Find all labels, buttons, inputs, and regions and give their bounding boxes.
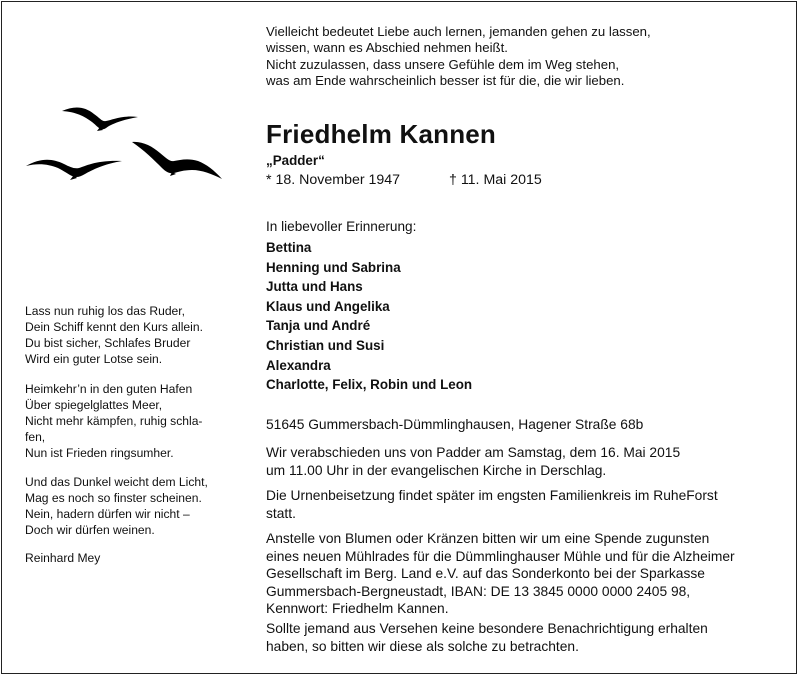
life-dates [266,172,542,188]
birth-date: * 18. November 1947 [266,172,401,188]
poem-line: Du bist sicher, Schlafes Bruder [25,336,191,351]
death-date: † 11. Mai 2015 [449,172,542,188]
quote-line: wissen, wann es Abschied nehmen heißt. [266,40,508,56]
funeral-info [266,444,796,479]
mourner-name: Charlotte, Felix, Robin und Leon [266,377,473,393]
memory-heading: In liebevoller Erinnerung: [266,219,417,234]
mourner-name: Alexandra [266,357,331,373]
poem-stanza [25,474,235,538]
donation-info [266,530,796,618]
mourner-name: Bettina [266,240,312,255]
poem-line: Nicht mehr kämpfen, ruhig schla- [25,414,203,429]
poem-line: Heimkehr’n in den guten Hafen [25,382,193,396]
text-line: Gesellschaft im Berg. Land e.V. auf das Sonderkonto bei der Sparkasse [266,566,705,582]
seagulls-icon [22,100,232,190]
mourner-name: Henning und Sabrina [266,259,401,275]
poem-line: Nein, hadern dürfen wir nicht – [25,507,190,522]
opening-quote [266,24,786,89]
text-line: Gummersbach-Bergneustadt, IBAN: DE 13 3845 0000 0000 2405 98, [266,583,691,599]
deceased-name: Friedhelm Kannen [266,119,497,149]
mourner-name: Jutta und Hans [266,279,363,295]
notification-note [266,620,796,655]
poem-author: Reinhard Mey [25,551,101,565]
text-line: haben, so bitten wir diese als solche zu betrachten. [266,638,579,654]
text-line: um 11.00 Uhr in der evangelischen Kirche in Derschlag. [266,462,607,478]
text-line: Wir verabschieden uns von Padder am Samstag, dem 16. Mai 2015 [266,445,681,460]
quote-line: Nicht zuzulassen, dass unsere Gefühle dem im Weg stehen, [266,56,620,72]
poem-stanza [25,381,235,461]
text-line: Anstelle von Blumen oder Kränzen bitten wir um eine Spende zugunsten [266,531,710,546]
poem-line: Lass nun ruhig los das Ruder, [25,304,186,318]
text-line: statt. [266,505,296,521]
family-address: 51645 Gummersbach-Dümmlinghausen, Hagener Straße 68b [266,417,644,432]
poem-stanza [25,303,235,367]
mourners-list [266,238,472,395]
mourner-name: Tanja und André [266,318,371,334]
poem-line: Und das Dunkel weicht dem Licht, [25,475,208,489]
poem-line: Mag es noch so finster scheinen. [25,491,202,506]
mourner-name: Christian und Susi [266,337,385,353]
poem-line: fen, [25,430,46,445]
poem-line: Dein Schiff kennt den Kurs allein. [25,320,203,335]
text-line: Die Urnenbeisetzung findet später im engsten Familienkreis im RuheForst [266,488,718,503]
poem-line: Doch wir dürfen weinen. [25,523,155,538]
text-line: eines neuen Mühlrades für die Dümmlinghauser Mühle und für die Alzheimer [266,548,735,564]
quote-line: Vielleicht bedeutet Liebe auch lernen, jemanden gehen zu lassen, [266,24,651,39]
text-line: Kennwort: Friedhelm Kannen. [266,601,449,617]
poem-line: Nun ist Frieden ringsumher. [25,446,174,461]
poem-line: Wird ein guter Lotse sein. [25,352,163,367]
deceased-nickname: „Padder“ [266,153,325,168]
quote-line: was am Ende wahrscheinlich besser ist für die, die wir lieben. [266,72,625,88]
text-line: Sollte jemand aus Versehen keine besondere Benachrichtigung erhalten [266,621,708,636]
burial-info [266,487,796,522]
mourner-name: Klaus und Angelika [266,298,390,314]
poem-line: Über spiegelglattes Meer, [25,398,163,413]
